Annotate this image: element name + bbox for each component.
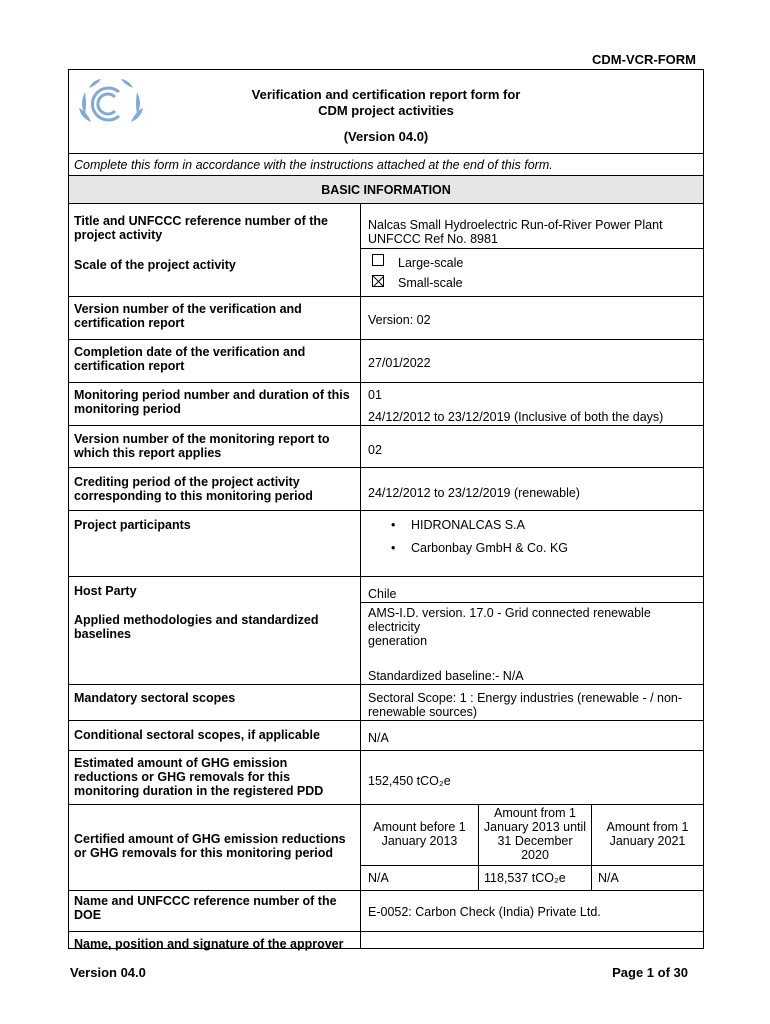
value-line: Sectoral Scope: 1 : Energy industries (renewable - / non- — [368, 691, 683, 705]
certified-label — [74, 832, 359, 860]
host-label: Host Party — [74, 584, 137, 598]
label-line: monitoring duration in the registered PDD — [74, 784, 324, 798]
mr-version-value: 02 — [368, 443, 382, 457]
scale-label: Scale of the project activity — [74, 258, 236, 272]
estimated-value: 152,450 tCO₂e — [368, 774, 451, 788]
completion-value: 27/01/2022 — [368, 356, 431, 370]
large-scale-checkbox[interactable] — [372, 254, 384, 266]
value-line: generation — [368, 634, 428, 648]
value-line: Nalcas Small Hydroelectric Run-of-River Power Plant — [368, 218, 663, 232]
col-before-2013-header — [361, 820, 478, 848]
value-line: electricity — [368, 620, 421, 634]
standardized-baseline: Standardized baseline:- N/A — [368, 669, 524, 683]
title-line-1: Verification and certification report form for — [251, 87, 521, 102]
title-label — [74, 214, 359, 242]
header-line: Amount from 1 — [606, 820, 689, 834]
label-line: Title and UNFCCC reference number of the — [74, 214, 328, 228]
divider — [69, 153, 703, 154]
methodology-label — [74, 613, 359, 641]
header-line: Amount before 1 — [373, 820, 466, 834]
mandatory-value — [368, 691, 698, 719]
row-divider — [69, 750, 703, 751]
row-divider — [360, 865, 703, 866]
label-line: Applied methodologies and standardized — [74, 613, 319, 627]
version-line: (Version 04.0) — [343, 129, 429, 144]
label-line: Name and UNFCCC reference number of the — [74, 894, 337, 908]
row-divider — [69, 576, 703, 577]
col-2013-2020-header — [479, 806, 591, 862]
label-line: or GHG removals for this monitoring period — [74, 846, 334, 860]
page-number: Page 1 of 30 — [612, 965, 688, 980]
label-line: Estimated amount of GHG emission — [74, 756, 288, 770]
mr-version-label — [74, 432, 359, 460]
label-line: Version number of the verification and — [74, 302, 302, 316]
col-2013-2020-value: 118,537 tCO₂e — [484, 871, 566, 885]
row-divider — [69, 382, 703, 383]
label-line: corresponding to this monitoring period — [74, 489, 313, 503]
doe-label — [74, 894, 359, 922]
bullet-icon: • — [391, 541, 396, 555]
approver-label: Name, position and signature of the approver — [74, 937, 344, 951]
footer-version: Version 04.0 — [70, 965, 146, 980]
host-value: Chile — [368, 587, 397, 601]
section-heading-text: BASIC INFORMATION — [321, 183, 451, 197]
col-after-2021-value: N/A — [598, 871, 619, 885]
row-divider — [69, 684, 703, 685]
vr-version-value: Version: 02 — [368, 313, 431, 327]
header-line: January 2013 — [381, 834, 458, 848]
row-divider — [69, 296, 703, 297]
crediting-label — [74, 475, 359, 503]
header-line: Amount from 1 — [494, 806, 576, 820]
report-title — [69, 87, 703, 145]
label-line: baselines — [74, 627, 131, 641]
row-divider — [360, 248, 703, 249]
value-line: AMS-I.D. version. 17.0 - Grid connected renewable — [368, 606, 651, 620]
bullet-icon: • — [391, 518, 396, 532]
large-scale-label: Large-scale — [398, 256, 464, 270]
header-line: 31 December — [497, 834, 573, 848]
label-line: which this report applies — [74, 446, 222, 460]
row-divider — [69, 890, 703, 891]
label-line: DOE — [74, 908, 102, 922]
col-after-2021-header — [592, 820, 703, 848]
report-frame — [68, 69, 704, 949]
instruction-note: Complete this form in accordance with the instructions attached at the end of this form. — [74, 158, 553, 172]
crediting-value: 24/12/2012 to 23/12/2019 (renewable) — [368, 486, 580, 500]
label-line: Crediting period of the project activity — [74, 475, 300, 489]
row-divider — [69, 720, 703, 721]
form-code: CDM-VCR-FORM — [592, 52, 696, 67]
label-line: monitoring period — [74, 402, 181, 416]
header-line: January 2021 — [609, 834, 686, 848]
label-line: reductions or GHG removals for this — [74, 770, 291, 784]
label-line: Certified amount of GHG emission reductions — [74, 832, 346, 846]
title-value — [368, 218, 698, 246]
label-line: project activity — [74, 228, 163, 242]
monitoring-label — [74, 388, 359, 416]
monitoring-number: 01 — [368, 388, 382, 402]
header-line: 2020 — [521, 848, 549, 862]
mandatory-label: Mandatory sectoral scopes — [74, 691, 236, 705]
row-divider — [69, 510, 703, 511]
doe-value: E-0052: Carbon Check (India) Private Ltd. — [368, 905, 601, 919]
label-line: certification report — [74, 359, 185, 373]
value-line: UNFCCC Ref No. 8981 — [368, 232, 498, 246]
header-line: January 2013 until — [483, 820, 587, 834]
row-divider — [360, 602, 703, 603]
methodology-value — [368, 606, 698, 648]
estimated-label — [74, 756, 359, 798]
label-line: Version number of the monitoring report to — [74, 432, 330, 446]
label-line: Completion date of the verification and — [74, 345, 306, 359]
completion-label — [74, 345, 359, 373]
row-divider — [69, 931, 703, 932]
section-heading — [69, 175, 703, 204]
participant-item: HIDRONALCAS S.A — [411, 518, 525, 532]
participant-item: Carbonbay GmbH & Co. KG — [411, 541, 569, 555]
value-line: renewable sources) — [368, 705, 478, 719]
col-before-2013-value: N/A — [368, 871, 389, 885]
title-line-2: CDM project activities — [318, 103, 454, 118]
conditional-label: Conditional sectoral scopes, if applicable — [74, 728, 320, 742]
row-divider — [69, 467, 703, 468]
small-scale-checkbox[interactable] — [372, 275, 384, 287]
participants-label: Project participants — [74, 518, 191, 532]
monitoring-duration: 24/12/2012 to 23/12/2019 (Inclusive of both the days) — [368, 410, 664, 424]
label-line: certification report — [74, 316, 185, 330]
conditional-value: N/A — [368, 731, 389, 745]
label-line: Monitoring period number and duration of this — [74, 388, 350, 402]
vr-version-label — [74, 302, 359, 330]
small-scale-label: Small-scale — [398, 276, 463, 290]
row-divider — [69, 804, 703, 805]
row-divider — [69, 425, 703, 426]
row-divider — [69, 339, 703, 340]
